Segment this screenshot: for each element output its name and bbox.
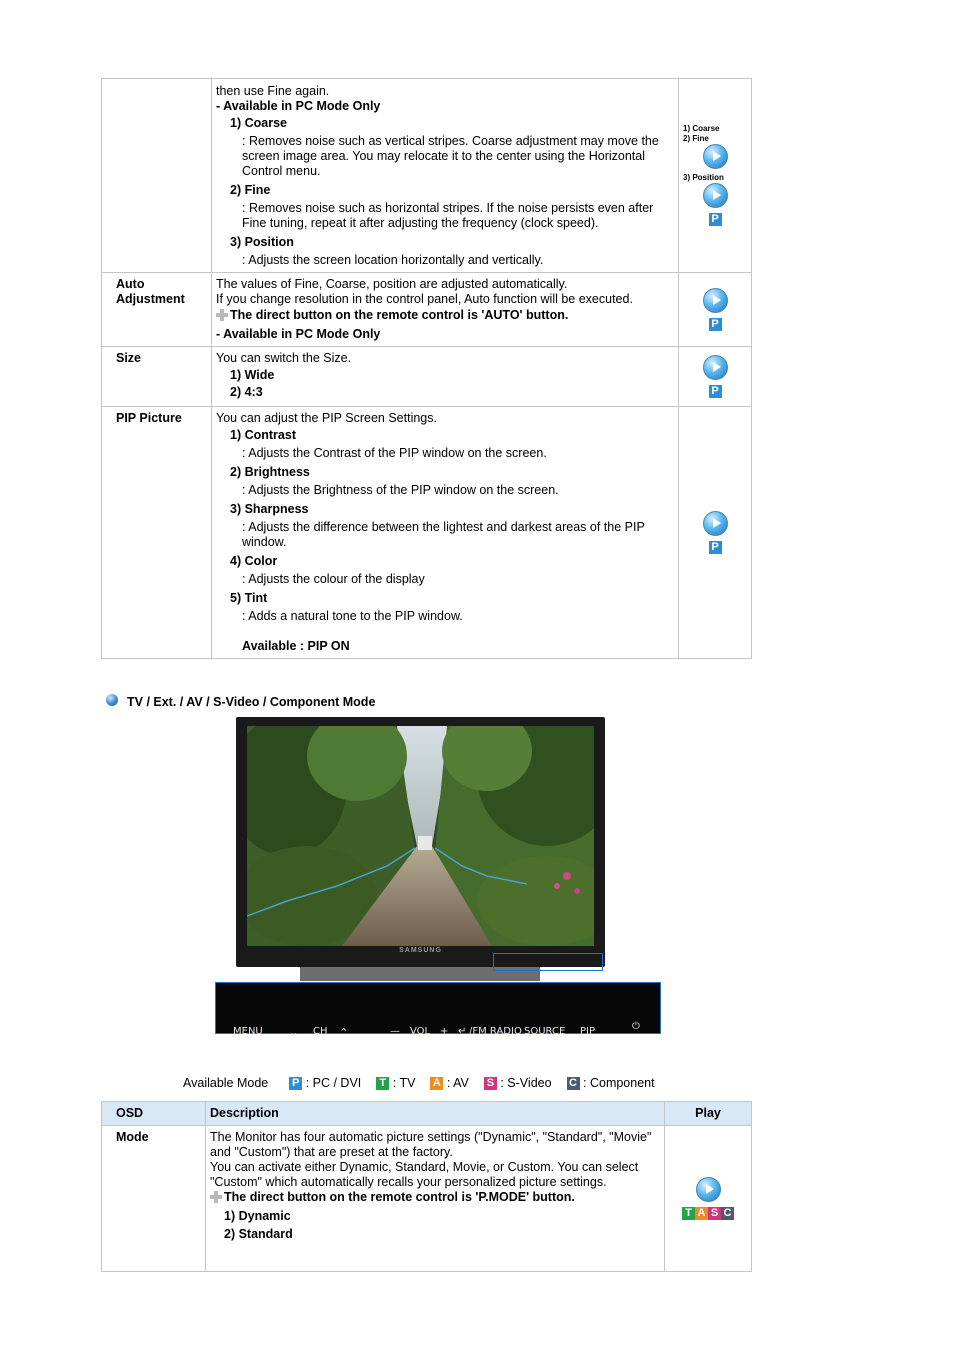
tv-mode-badge: T <box>376 1077 389 1090</box>
description-text: You can adjust the PIP Screen Settings. <box>216 411 437 425</box>
item-desc: : Removes noise such as vertical stripes. Coarse adjustment may move the screen image area. You may relocate it to the center using the Horizontal Control menu. <box>242 134 659 178</box>
description-text: The Monitor has four automatic picture settings ("Dynamic", "Standard", "Movie" and "Custom") that are preset at the factory. <box>210 1130 652 1159</box>
remote-note: The direct button on the remote control is 'AUTO' button. <box>216 308 674 323</box>
osd-cell <box>102 79 212 273</box>
component-mode-badge: C <box>721 1207 734 1220</box>
available-note: - Available in PC Mode Only <box>216 99 381 113</box>
pc-mode-badge: P <box>709 318 722 331</box>
description-text: You can switch the Size. <box>216 351 352 365</box>
legend-text: : S-Video <box>500 1076 552 1090</box>
button-highlight-box <box>493 953 603 971</box>
av-mode-badge: A <box>695 1207 708 1220</box>
remote-note: The direct button on the remote control is 'P.MODE' button. <box>210 1190 660 1205</box>
description-text: The values of Fine, Coarse, position are adjusted automatically. <box>216 277 568 291</box>
osd-cell: PIP Picture <box>102 407 212 659</box>
enter-icon[interactable]: ↵ <box>458 1026 467 1037</box>
item-desc: : Adjusts the screen location horizontally and vertically. <box>242 253 544 267</box>
legend-text: : Component <box>583 1076 655 1090</box>
osd-cell: Auto Adjustment <box>102 273 212 347</box>
play-cell <box>679 273 752 347</box>
item-title: 2) Brightness <box>230 465 310 479</box>
description-cell <box>212 407 679 659</box>
plus-icon[interactable]: + <box>440 1026 449 1037</box>
play-icon[interactable] <box>703 144 728 169</box>
item-desc: : Adds a natural tone to the PIP window. <box>242 609 463 623</box>
column-header: Play <box>665 1102 752 1126</box>
item-title: 2) Fine <box>230 183 271 197</box>
play-icon[interactable] <box>703 183 728 208</box>
column-header: OSD <box>102 1102 206 1126</box>
pip-button[interactable]: PIP <box>580 1026 596 1037</box>
pc-mode-badge: P <box>289 1077 302 1090</box>
menu-button[interactable]: MENU <box>233 1026 263 1037</box>
item-title: 1) Dynamic <box>224 1209 291 1223</box>
item-desc: : Removes noise such as horizontal stripes. If the noise persists even after Fine tuning, repeat it after adjusting the frequency (clock speed). <box>242 201 654 230</box>
source-button[interactable]: SOURCE <box>524 1026 566 1037</box>
play-cell <box>679 79 752 273</box>
pc-mode-badge: P <box>709 385 722 398</box>
legend-text: : AV <box>446 1076 469 1090</box>
channel-button[interactable]: CH <box>313 1026 328 1037</box>
chevron-up-icon[interactable]: ⌃ <box>339 1026 349 1039</box>
description-cell <box>212 273 679 347</box>
pc-settings-table <box>101 78 752 659</box>
description-cell <box>206 1126 665 1272</box>
mode-table <box>101 1101 752 1272</box>
column-header: Description <box>206 1102 665 1126</box>
item-title: 1) Contrast <box>230 428 296 442</box>
play-label: 2) Fine <box>683 134 709 143</box>
item-title: 1) Wide <box>230 368 275 382</box>
item-title: 4) Color <box>230 554 278 568</box>
av-mode-badge: A <box>430 1077 443 1090</box>
monitor-screen-photo <box>247 726 594 946</box>
legend-text: : TV <box>392 1076 416 1090</box>
section-heading: TV / Ext. / AV / S-Video / Component Mode <box>127 695 376 709</box>
table-row <box>102 79 752 273</box>
note-plus-icon <box>216 309 228 321</box>
play-cell <box>679 407 752 659</box>
play-icon[interactable] <box>703 511 728 536</box>
chevron-down-icon[interactable]: ⌄ <box>289 1026 299 1039</box>
play-icon[interactable] <box>696 1177 721 1202</box>
osd-cell: Size <box>102 347 212 407</box>
description-text: You can activate either Dynamic, Standard, Movie, or Custom. You can select "Custom" which automatically recalls your personalized picture settings. <box>210 1160 639 1189</box>
table-row <box>102 1126 752 1272</box>
play-label: 3) Position <box>683 173 724 182</box>
item-title: 1) Coarse <box>230 116 287 130</box>
description-text: If you change resolution in the control panel, Auto function will be executed. <box>216 292 633 306</box>
section-bullet-icon <box>106 694 118 706</box>
note-plus-icon <box>210 1191 222 1203</box>
pc-mode-badge: P <box>709 541 722 554</box>
description-cell <box>212 79 679 273</box>
table-header-row <box>102 1102 752 1126</box>
play-cell <box>665 1126 752 1272</box>
table-row <box>102 407 752 659</box>
pc-mode-badge: P <box>709 213 722 226</box>
description-cell <box>212 347 679 407</box>
svideo-mode-badge: S <box>708 1207 721 1220</box>
item-desc: : Adjusts the colour of the display <box>242 572 425 586</box>
play-icon[interactable] <box>703 355 728 380</box>
available-note: Available : PIP ON <box>242 639 350 653</box>
item-desc: : Adjusts the difference between the lightest and darkest areas of the PIP window. <box>242 520 645 549</box>
fm-radio-button[interactable]: /FM RADIO <box>469 1026 522 1037</box>
legend-text: : PC / DVI <box>305 1076 362 1090</box>
available-mode-legend <box>183 1076 655 1090</box>
svideo-mode-badge: S <box>484 1077 497 1090</box>
brand-logo: SAMSUNG <box>399 947 442 954</box>
component-mode-badge: C <box>567 1077 580 1090</box>
item-title: 2) 4:3 <box>230 385 263 399</box>
available-note: - Available in PC Mode Only <box>216 327 381 341</box>
item-desc: : Adjusts the Contrast of the PIP window on the screen. <box>242 446 547 460</box>
power-icon[interactable]: ⏻ <box>632 1021 640 1032</box>
intro-text: then use Fine again. <box>216 84 330 98</box>
table-row <box>102 273 752 347</box>
item-desc: : Adjusts the Brightness of the PIP window on the screen. <box>242 483 559 497</box>
table-row <box>102 347 752 407</box>
legend-label: Available Mode <box>183 1076 269 1090</box>
volume-button[interactable]: VOL <box>410 1026 431 1037</box>
play-label: 1) Coarse <box>683 124 720 133</box>
play-icon[interactable] <box>703 288 728 313</box>
play-cell <box>679 347 752 407</box>
tv-mode-badge: T <box>682 1207 695 1220</box>
item-title: 2) Standard <box>224 1227 293 1241</box>
item-title: 5) Tint <box>230 591 268 605</box>
monitor-image <box>236 717 605 967</box>
osd-cell: Mode <box>102 1126 206 1272</box>
item-title: 3) Sharpness <box>230 502 309 516</box>
item-title: 3) Position <box>230 235 294 249</box>
minus-icon[interactable]: — <box>390 1026 400 1037</box>
